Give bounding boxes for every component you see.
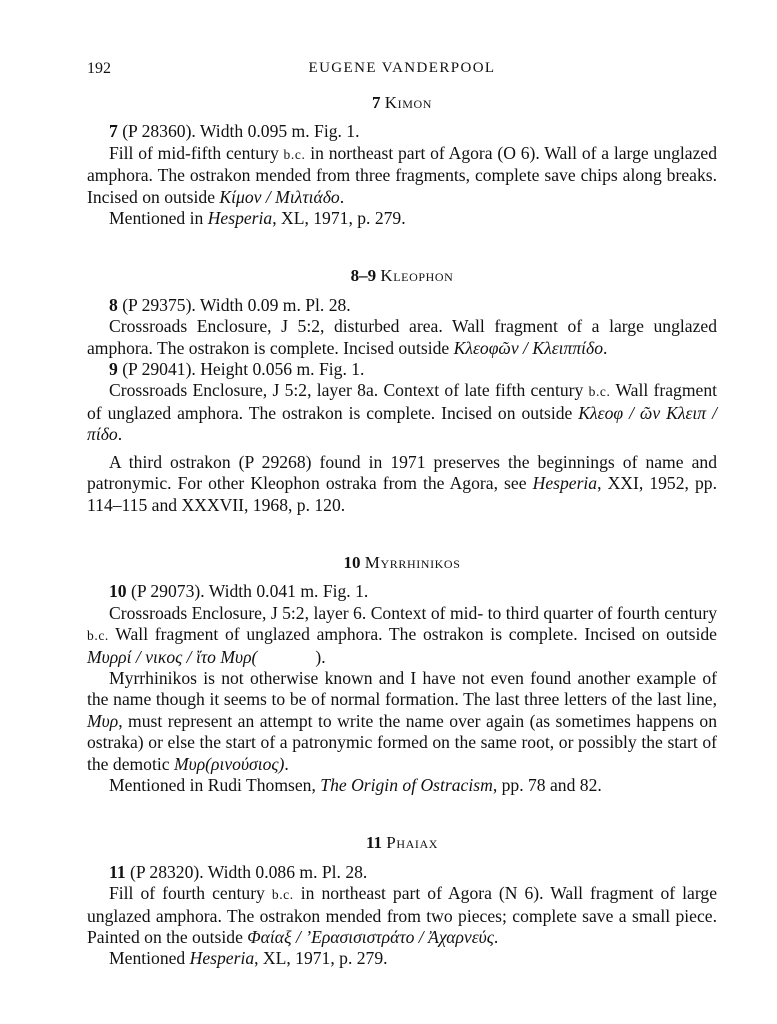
date-abbrev: b.c. [271, 887, 294, 903]
section-heading-kleophon [87, 265, 717, 286]
section-note [87, 452, 717, 516]
text-run: . [493, 927, 499, 947]
text-run: ). [315, 646, 326, 667]
catalogue-number: 9 [109, 359, 118, 380]
text-run: Wall fragment of unglazed amphora. The ostrakon is complete. Incised on outside [108, 624, 717, 645]
section-heading-kimon [87, 92, 717, 113]
text-run: Mentioned [109, 948, 190, 969]
catalogue-number: 8 [109, 294, 118, 315]
running-title: EUGENE VANDERPOOL [308, 60, 496, 76]
text-run: Crossroads Enclosure, J 5:2, layer 8a. Context of late fifth century [109, 380, 589, 401]
section-number: 8–9 [350, 266, 377, 286]
entry-mention [87, 948, 717, 969]
greek-inscription: Μυρρί / νικος / ἴτο Μυρ( [87, 646, 258, 667]
section-title: Kleophon [380, 266, 454, 286]
greek-word: Μυρ(ρινούσιος) [173, 753, 285, 774]
catalogue-number: 7 [109, 121, 118, 142]
catalogue-entry-head [87, 581, 717, 602]
text-run: . [117, 424, 123, 445]
catalogue-entry-head [87, 862, 717, 883]
catalogue-entry-head [87, 121, 717, 142]
section-title: Phaiax [386, 833, 439, 853]
date-abbrev: b.c. [588, 384, 611, 400]
entry-mention [87, 775, 717, 796]
journal-title: Hesperia [207, 208, 273, 229]
entry-head-text: (P 29073). Width 0.041 m. Fig. 1. [126, 581, 369, 602]
text-run: . [284, 753, 289, 774]
catalogue-number: 10 [109, 581, 127, 602]
section-number: 11 [365, 833, 383, 853]
section-number: 7 [371, 93, 381, 112]
section-number: 10 [343, 552, 361, 572]
text-run: . [339, 186, 345, 207]
greek-word: Μυρ [87, 710, 119, 731]
greek-inscription: Κλεοφῶν / Κλειππίδο [453, 337, 604, 358]
text-run: Fill of mid-fifth century [109, 142, 284, 163]
text-run: Mentioned in Rudi Thomsen, [109, 774, 321, 795]
document-page [87, 52, 717, 970]
entry-discussion [87, 668, 717, 775]
entry-description [87, 316, 717, 359]
journal-title: Hesperia [532, 473, 598, 494]
text-run: Myrrhinikos is not otherwise known and I have not even found another example of the name though it seems to be of normal formation. The last three letters of the last line, [87, 667, 717, 710]
entry-description [87, 603, 717, 668]
greek-inscription: Κλεοφ / ῶν Κλειπ / πίδο [87, 402, 717, 445]
entry-description [87, 380, 717, 445]
catalogue-number: 11 [109, 861, 126, 882]
text-run: Crossroads Enclosure, J 5:2, disturbed area. Wall fragment of a large unglazed amphora. The ostrakon is complete. Incised outside [87, 316, 717, 358]
section-title: Kimon [384, 93, 433, 112]
entry-mention [87, 208, 717, 229]
entry-head-text: (P 28360). Width 0.095 m. Fig. 1. [117, 121, 360, 142]
text-run: , XL, 1971, p. 279. [272, 208, 406, 229]
journal-title: Hesperia [189, 948, 255, 969]
entry-head-text: (P 28320). Width 0.086 m. Pl. 28. [125, 861, 368, 882]
text-run: Mentioned in [109, 208, 208, 229]
text-run: A third ostrakon (P 29268) found in 1971 preserves the beginnings of name and patronymic. For other Kleophon ostraka from the Agora, see [87, 451, 717, 494]
running-header [87, 52, 717, 78]
entry-description [87, 143, 717, 208]
catalogue-entry-head [87, 295, 717, 316]
text-run: , must represent an attempt to write the name over again (as sometimes happens on ostraka) or else the start of a patronymic formed on the same root, or possibly the start of the demotic [87, 710, 717, 774]
greek-inscription: Φαίαξ / ʼΕρασισιστράτο / Ἀχαρνεύς [247, 927, 494, 947]
catalogue-entry-head [87, 359, 717, 380]
entry-head-text: (P 29041). Height 0.056 m. Fig. 1. [117, 359, 365, 380]
date-abbrev: b.c. [283, 146, 306, 162]
text-run: Fill of fourth century [109, 883, 272, 904]
entry-description [87, 883, 717, 948]
text-run: Wall fragment of unglazed amphora. The ostrakon is complete. Incised on outside [87, 380, 718, 423]
date-abbrev: b.c. [87, 628, 109, 644]
text-run: in northeast part of Agora (O 6). Wall of a large unglazed amphora. The ostrakon mended from three fragments, complete save chips along breaks. Incised on outside [87, 142, 717, 207]
book-title: The Origin of Ostracism [320, 774, 493, 795]
entry-head-text: (P 29375). Width 0.09 m. Pl. 28. [117, 294, 351, 315]
text-run: . [603, 337, 608, 358]
text-run: , XXI, 1952, pp. 114–115 and XXXVII, 1968, p. 120. [87, 473, 718, 515]
section-title: Myrrhinikos [364, 552, 461, 572]
text-run: , XL, 1971, p. 279. [254, 948, 388, 969]
text-run: in northeast part of Agora (N 6). Wall fragment of large unglazed amphora. The ostrakon mended from two pieces; complete save a small piece. Painted on the outside [87, 883, 718, 947]
page-number: 192 [87, 60, 111, 77]
text-run: , pp. 78 and 82. [492, 774, 602, 795]
text-run: Crossroads Enclosure, J 5:2, layer 6. Context of mid- to third quarter of fourth century [109, 602, 717, 623]
section-heading-phaiax [87, 832, 717, 853]
section-heading-myrrhinikos [87, 552, 717, 573]
greek-inscription: Κίμον / Μιλτιάδο [219, 186, 340, 207]
